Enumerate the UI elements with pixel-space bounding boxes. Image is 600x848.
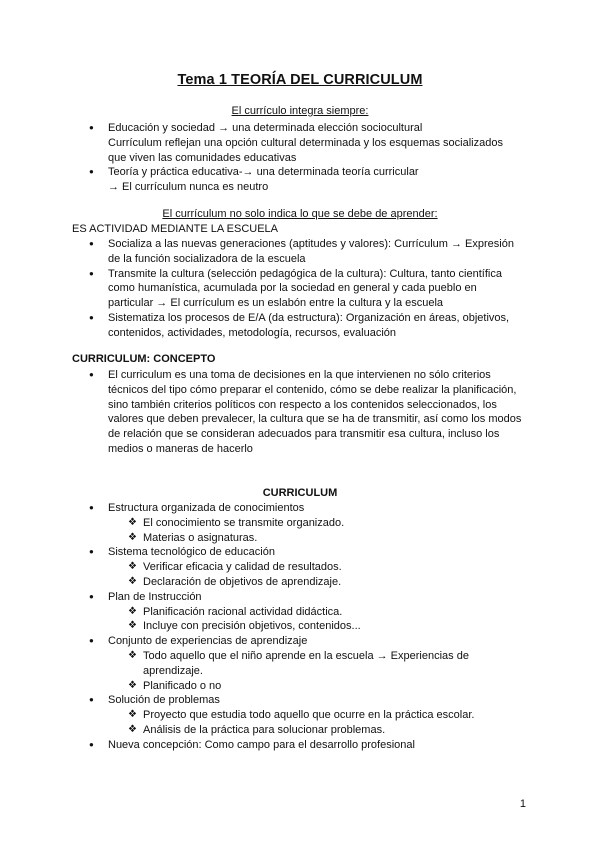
- list-item-label: ● Conjunto de experiencias de aprendizaje: [108, 635, 308, 648]
- list-item-label: ● Solución de problemas: [108, 694, 220, 707]
- section2-subheading: ES ACTIVIDAD MEDIANTE LA ESCUELA: [72, 223, 279, 235]
- sublist-item-text: El conocimiento se transmite organizado.: [143, 516, 345, 529]
- diamond-bullet-icon: ❖: [128, 516, 137, 528]
- sublist-item-text: Planificación racional actividad didáctica.: [143, 605, 343, 618]
- list-item-line: ● Teoría y práctica educativa-→ una determinada teoría curricular: [108, 166, 419, 179]
- list-item-line: ● Transmite la cultura (selección pedagógica de la cultura): Cultura, tanto científica: [108, 267, 502, 280]
- list-item-line: particular → El currículum es un eslabón entre la cultura y la escuela: [108, 297, 444, 310]
- page-number: 1: [519, 798, 526, 810]
- section2-list: [89, 237, 539, 341]
- sublist-item-text: Análisis de la práctica para solucionar problemas.: [143, 723, 386, 736]
- section1-list: [89, 121, 529, 195]
- diamond-bullet-icon: ❖: [128, 605, 137, 617]
- list-item-line: Currículum reflejan una opción cultural determinada y los esquemas socializados: [108, 136, 503, 149]
- list-item-line: ● Sistematiza los procesos de E/A (da estructura): Organización en áreas, objetivos,: [108, 311, 510, 324]
- sublist-item: [108, 605, 529, 620]
- sublist-item-text: Todo aquello que el niño aprende en la escuela → Experiencias de: [143, 649, 469, 662]
- list-item: [89, 311, 539, 341]
- section3-list: [89, 368, 539, 457]
- list-item-line: ● Educación y sociedad → una determinada elección sociocultural: [108, 122, 423, 134]
- sublist-item: [108, 560, 529, 575]
- section3-heading: CURRICULUM: CONCEPTO: [72, 353, 216, 365]
- sublist-item-text: Materias o asignaturas.: [143, 531, 258, 544]
- sublist: [108, 708, 529, 738]
- diamond-bullet-icon: ❖: [128, 561, 137, 573]
- sublist-item-text: Incluye con precisión objetivos, contenidos...: [143, 620, 361, 633]
- diamond-bullet-icon: ❖: [128, 575, 137, 587]
- diamond-bullet-icon: ❖: [128, 531, 137, 543]
- diamond-bullet-icon: ❖: [128, 679, 137, 691]
- diamond-bullet-icon: ❖: [128, 620, 137, 632]
- diamond-bullet-icon: ❖: [128, 723, 137, 735]
- list-item: [89, 267, 539, 311]
- list-item-line: valores que deben prevalecer, la cultura que se ha de transmitir, así como los modos: [108, 413, 522, 426]
- section4-heading: CURRICULUM: [262, 487, 338, 499]
- section2-heading: El currículum no solo indica lo que se debe de aprender:: [162, 208, 438, 220]
- sublist-item-text: Proyecto que estudia todo aquello que ocurre en la práctica escolar.: [143, 709, 475, 722]
- document-title: Tema 1 TEORÍA DEL CURRICULUM: [177, 72, 423, 88]
- list-item-label: ● Plan de Instrucción: [108, 590, 202, 603]
- sublist-item-text: Planificado o no: [143, 679, 222, 692]
- sublist: [108, 560, 529, 590]
- list-item: [89, 165, 529, 195]
- sublist-item: [108, 723, 529, 738]
- list-item-label: ● Estructura organizada de conocimientos: [108, 502, 305, 514]
- sublist: [108, 605, 529, 635]
- list-item: [89, 501, 529, 545]
- sublist-item-text: Declaración de objetivos de aprendizaje.: [143, 575, 342, 588]
- list-item: [89, 237, 539, 267]
- section4-list: [89, 501, 529, 753]
- diamond-bullet-icon: ❖: [128, 649, 137, 661]
- list-item-label: ● Nueva concepción: Como campo para el desarrollo profesional: [108, 738, 415, 751]
- sublist-item: [108, 619, 529, 634]
- list-item-line: contenidos, actividades, metodología, recursos, evaluación: [108, 326, 397, 339]
- list-item-line: sino también criterios políticos con respecto a los contenidos seleccionados, los: [108, 398, 497, 411]
- list-item: [89, 590, 529, 634]
- sublist: [108, 649, 529, 693]
- list-item-line: técnicos del tipo cómo preparar el contenido, cómo se debe realizar la planificación,: [108, 383, 517, 396]
- sublist: [108, 516, 529, 546]
- list-item-line: de relación que se consideran adecuados para transmitir esa cultura, incluso los: [108, 428, 500, 441]
- list-item-label: ● Sistema tecnológico de educación: [108, 546, 275, 559]
- sublist-item-text: aprendizaje.: [143, 664, 203, 677]
- list-item: [89, 545, 529, 589]
- list-item-line: que viven las comunidades educativas: [108, 151, 297, 164]
- list-item-line: medios o maneras de hacerlo: [108, 442, 253, 455]
- list-item-line: como humanística, acumulada por la sociedad en general y cada pueblo en: [108, 282, 477, 295]
- list-item-line: de la función socializadora de la escuela: [108, 252, 306, 265]
- list-item-line: ● Socializa a las nuevas generaciones (aptitudes y valores): Currículum → Expresión: [108, 238, 514, 250]
- sublist-item: [108, 531, 529, 546]
- diamond-bullet-icon: ❖: [128, 709, 137, 721]
- sublist-item: [108, 649, 529, 679]
- sublist-item-text: Verificar eficacia y calidad de resultados.: [143, 561, 342, 574]
- list-item: [89, 368, 539, 457]
- list-item-line: → El currículum nunca es neutro: [108, 181, 269, 194]
- sublist-item: [108, 708, 529, 723]
- sublist-item: [108, 575, 529, 590]
- list-item: [89, 121, 529, 165]
- list-item: [89, 693, 529, 737]
- list-item: [89, 634, 529, 693]
- list-item: [89, 738, 529, 753]
- sublist-item: [108, 679, 529, 694]
- list-item-line: ● El curriculum es una toma de decisiones en la que intervienen no sólo criterios: [108, 369, 491, 381]
- section1-heading: El currículo integra siempre:: [231, 105, 369, 117]
- sublist-item: [108, 516, 529, 531]
